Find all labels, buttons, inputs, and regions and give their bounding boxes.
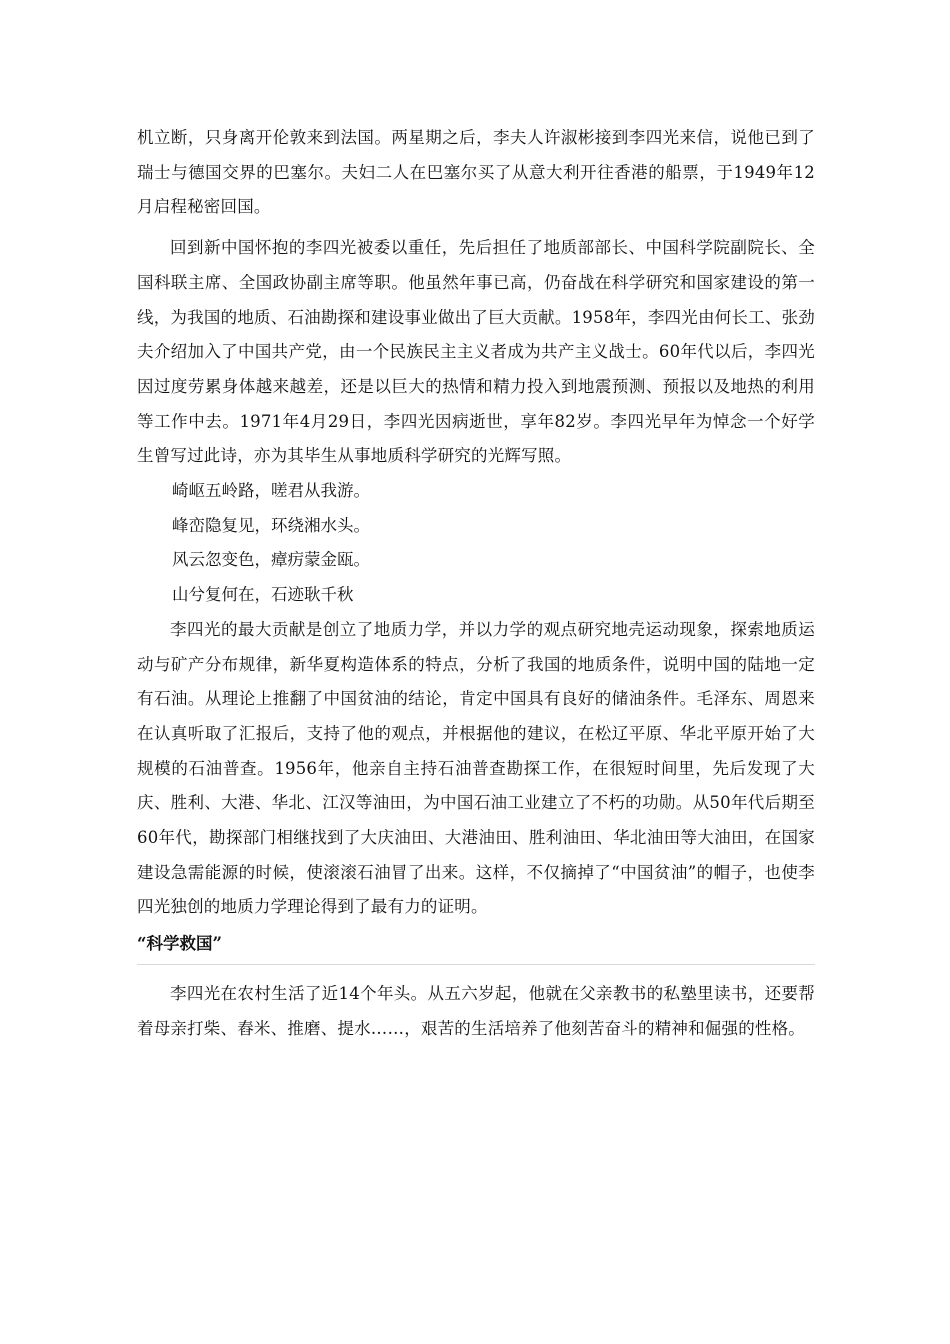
paragraph-early-life: 李四光在农村生活了近14个年头。从五六岁起，他就在父亲教书的私塾里读书，还要帮着母亲打柴、舂米、推磨、提水……，艰苦的生活培养了他刻苦奋斗的精神和倔强的性格。	[137, 984, 815, 1038]
paragraph-return-to-china: 回到新中国怀抱的李四光被委以重任，先后担任了地质部部长、中国科学院副院长、全国科联主席、全国政协副主席等职。他虽然年事已高，仍奋战在科学研究和国家建设的第一线，为我国的地质、石油勘探和建设事业做出了巨大贡献。1958年，李四光由何长工、张劲夫介绍加入了中国共产党，由一个民族民主主义者成为共产主义战士。60年代以后，李四光因过度劳累身体越来越差，还是以巨大的热情和精力投入到地震预测、预报以及地热的利用等工作中去。1971年4月29日，李四光因病逝世，享年82岁。李四光早年为悼念一个好学生曾写过此诗，亦为其毕生从事地质科学研究的光辉写照。	[137, 238, 815, 466]
paragraph-escape-to-basel: 机立断，只身离开伦敦来到法国。两星期之后，李夫人许淑彬接到李四光来信，说他已到了瑞士与德国交界的巴塞尔。夫妇二人在巴塞尔买了从意大利开往香港的船票，于1949年12月启程秘密回国。	[137, 128, 815, 217]
paragraph-geomechanics-contribution: 李四光的最大贡献是创立了地质力学，并以力学的观点研究地壳运动现象，探索地质运动与矿产分布规律，新华夏构造体系的特点，分析了我国的地质条件，说明中国的陆地一定有石油。从理论上推翻了中国贫油的结论，肯定中国具有良好的储油条件。毛泽东、周恩来在认真听取了汇报后，支持了他的观点，并根据他的建议，在松辽平原、华北平原开始了大规模的石油普查。1956年，他亲自主持石油普查勘探工作，在很短时间里，先后发现了大庆、胜利、大港、华北、江汉等油田，为中国石油工业建立了不朽的功勋。从50年代后期至60年代，勘探部门相继找到了大庆油田、大港油田、胜利油田、华北油田等大油田，在国家建设急需能源的时候，使滚滚石油冒了出来。这样，不仅摘掉了“中国贫油”的帽子，也使李四光独创的地质力学理论得到了最有力的证明。	[137, 619, 815, 917]
poem	[137, 474, 815, 613]
poem-line: 山兮复何在，石迹耿千秋	[172, 585, 354, 605]
poem-line: 峰峦隐复见，环绕湘水头。	[172, 515, 370, 535]
section-heading: “科学救国”	[137, 927, 815, 965]
poem-line: 崎岖五岭路，嗟君从我游。	[172, 481, 370, 501]
document-body	[137, 121, 815, 1047]
poem-line: 风云忽变色，瘴疠蒙金瓯。	[172, 550, 370, 570]
